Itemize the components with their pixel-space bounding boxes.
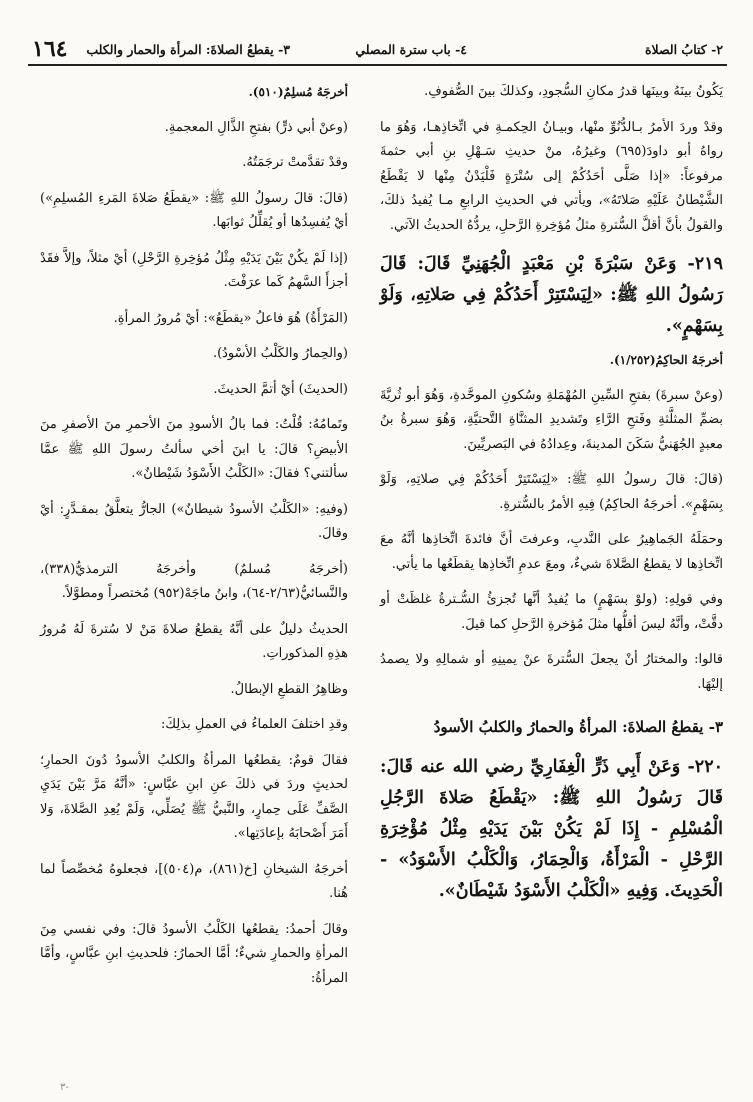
section-running-title: ٣- يقطعُ الصلاةَ: المرأة والحمار والكلب (86, 42, 290, 57)
paragraph: وقالَ أحمدُ: يقطعُها الكَلْبُ الأسودُ قالَ: وفي نفسي مِنَ المرأةِ والحمارِ شيءٌ؛ أمَّا الحمارُ: فلحديثِ ابنِ عبَّاسٍ، وأمَّا المرأةُ: (40, 921, 348, 986)
takhrij-219: أخرجَهُ الحاكِمُ(١/٢٥٢). (609, 353, 723, 367)
footer-mark: ٣- (60, 1082, 69, 1093)
paragraph: (أخرجَهُ مُسلمٌ) وأخرجَهُ الترمذيُّ(٣٣٨)، والنَّسائيُّ(٢/٦٣-٦٤)، وابنُ ماجَهْ(٩٥٢) مُختصراً ومطوَّلاً. (40, 561, 348, 601)
paragraph: وحمَلَهُ الجَماهِيرُ على النَّدبِ، وعرفتَ أنَّ فائدةَ اتِّخاذِها أنَّهُ معَ اتِّخاذِها لا يقطعُ الصَّلاةَ شيءٌ، ومعَ عدمِ اتِّخاذِها يقطَعُها ما يأتي. (380, 532, 723, 572)
hadith-220: ٢٢٠- وَعَنْ أَبِي ذَرٍّ الْغِفَارِيِّ رضي الله عنه قَالَ: قَالَ رَسُولُ اللهِ ﷺ: «يَقْطَعُ صَلاةَ الرَّجُلِ الْمُسْلِمِ - إِذَا لَمْ يَكُنْ بَيْنَ يَدَيْهِ مِثْلُ مُؤْخِرَةِ الرَّحْلِ - الْمَرْأَةُ، وَالْحِمَارُ، وَالْكَلْبُ الأَسْوَدُ» - الْحَدِيثَ. وَفِيهِ «الْكَلْبُ الأَسْوَدُ شَيْطَانٌ». (380, 756, 723, 901)
takhrij-220: أخرجَهُ مُسلِمٌ(٥١٠). (248, 85, 348, 99)
paragraph: وقدْ وردَ الأمرُ بـالدُّنُوِّ منْها، وبيـانُ الحِكمـةِ في اتِّخاذِهـا، وَهُوَ ما رواهُ أبو داودَ(٦٩٥) وغيرُهُ، منْ حديثِ سَـهْلِ بنِ أبي حثمةَ مرفوعاً: «إذا صَلَّى أحَدُكُمْ إلى سُتْرَةٍ فَلْيَدْنُ مِنْها لا يَقْطَعُ الشَّيْطانُ عَلَيْهِ صَلاتَهُ»، ويأتي في الحديثِ الرابعِ مـا يُفيدُ ذلكَ، والقولُ بأنَّ أقلَّ السُّترةِ مثلُ مُؤخِرةِ الرَّحلِ، يردُّهُ الحديثُ الآتي. (380, 119, 724, 233)
paragraph: وتَمامُهُ: قُلْتُ: فما بالُ الأسودِ منَ الأحمرِ منَ الأصفرِ منَ الأبيضِ؟ قالَ: يا ابنَ أخي سألتُ رسولَ اللهِ ﷺ عمَّا سألتني؟ فقالَ: «الكَلْبُ الأَسْوَدُ شَيْطانٌ». (40, 417, 348, 481)
paragraph: (المَرْأَةُ) هُوَ فاعلُ «يقطَعُ»: أيْ مُرورُ المرأةِ. (113, 310, 348, 326)
paragraph: الحديثُ دليلٌ على أنَّهُ يقطعُ صلاةَ مَنْ لا سُترةَ لَهُ مُرورُ هذِهِ المذكوراتِ. (40, 621, 348, 661)
right-column (380, 80, 723, 913)
paragraph: وقدِ اختلفَ العلماءُ في العملِ بذلِكَ: (160, 717, 348, 732)
section-title: ٣- يقطعُ الصلاةَ: المرأةُ والحمارُ والكلبُ الأسودُ (433, 718, 723, 736)
paragraph: (وفيهِ: «الكَلْبُ الأسودُ شيطانٌ») الجارُّ يتعلَّقُ بمقـدَّرٍ: أيْ وقالَ. (40, 501, 348, 541)
header-divider (28, 64, 727, 66)
paragraph: (والحِمارُ والكَلْبُ الأسْودُ). (212, 346, 348, 361)
paragraph: (الحديثَ) أيْ أتمَّ الحديثَ. (213, 381, 348, 397)
hadith-219: ٢١٩- وَعَنْ سَبْرَةَ بْنِ مَعْبَدٍ الْجُهَنِيِّ قَالَ: قَالَ رَسُولُ اللهِ ﷺ: «لِيَسْتَتِرْ أَحَدُكُمْ فِي صَلاتِهِ، وَلَوْ بِسَهْمٍ». (380, 254, 723, 336)
paragraph: (إذا لَمْ يكُنْ بَيْنَ يَدَيْهِ مِثْلُ مُؤخِرةِ الرَّحْلِ) أيْ مثلاً، وإلاَّ فقَدْ أجزأَ السَّهمُ كَما عرَفْتَ. (40, 250, 348, 290)
paragraph: قالوا: والمختارُ أنْ يجعلَ السُّترةَ عنْ يمينِهِ أو شمالِهِ ولا يصمدُ إليْهَا. (380, 652, 723, 692)
paragraph: وفي قولِهِ: (ولوْ بسَهْمٍ) ما يُفيدُ أنَّها تُجزئُ السُّـترةُ غلظَتْ أو دقَّتْ، وأنَّهُ ليسَ أقلُّها مثلَ مُؤخرةِ الرَّحلِ كما قيلَ. (380, 592, 723, 632)
paragraph: (وعنْ سبرةَ) بفتحِ السِّينِ المُهْمَلةِ وسُكونِ الموحَّدةِ، وَهُوَ أبو ثُريَّةَ بضمِّ المثلَّثةِ وفَتحِ الرَّاءِ وتَشديدِ المثنَّاةِ التَّحتيَّةِ، وَهُوَ سبرةُ بنُ معبدٍ الجُهَنيُّ سَكَنَ المدينةَ، وعِدادُهُ في البَصريِّينَ. (380, 387, 723, 452)
page-header (28, 34, 727, 64)
paragraph: أخرجَهُ الشيخانِ [خ(٨٦١)، م(٥٠٤)]، فجعلوهُ مُخصِّصاً لما هُنا. (40, 861, 348, 901)
left-column (40, 80, 348, 1002)
paragraph: فقالَ قومٌ: يقطعُها المرأةُ والكلبُ الأسودُ دُونَ الحمارِ؛ لحديثٍ وردَ في ذلكَ عنِ ابنِ عبَّاسٍ: «أنَّهُ مَرَّ بَيْنَ يَدَيِ الصَّفِّ عَلَى حِمارٍ، والنَّبيُّ ﷺ يُصَلِّي، وَلَمْ يُعِدِ الصَّلاةَ، وَلا أَمَرَ أَصْحابَهُ بإعادَتِها». (40, 752, 348, 841)
paragraph: (قالَ: قالَ رسولُ اللهِ ﷺ: «يقطَعُ صَلاةَ المَرءِ المُسلِمِ») أيْ يُفسِدُها أو يُقلِّلُ ثوابَها. (40, 190, 348, 230)
paragraph: وظاهِرُ القطعِ الإبطالُ. (230, 681, 348, 697)
paragraph: (قالَ: قالَ رسولُ اللهِ ﷺ: «لِيَسْتَتِرْ أَحَدُكُمْ فِي صلاتِهِ، وَلَوْ بِسَهْمٍ». أخرجَهُ الحاكِمُ) فِيهِ الأمرُ بالسُّترةِ. (380, 472, 723, 512)
page-number: ١٦٤ (32, 36, 68, 62)
paragraph: يَكُونُ بينَهُ وبينَها قدرُ مكانِ السُّجودِ، وكذلكَ بينَ الصُّفوفِ. (424, 84, 723, 99)
book-title: ٢- كتابُ الصلاة (644, 42, 723, 57)
chapter-title: ٤- باب سترة المصلي (355, 42, 467, 57)
paragraph: وقدْ تقدَّمتْ ترجَمَتُهُ. (242, 155, 348, 170)
paragraph: (وعنْ أبي ذرٍّ) بفتحِ الذَّالِ المعجمةِ. (164, 119, 348, 135)
